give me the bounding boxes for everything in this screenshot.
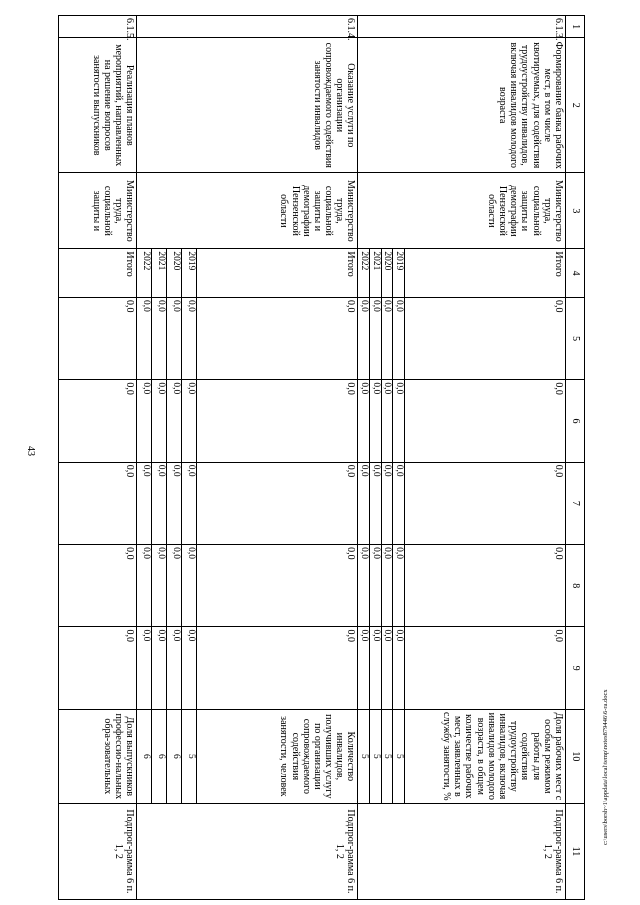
indicator-value: 5 — [182, 709, 197, 803]
year: 2019 — [393, 249, 405, 298]
column-number: 4 — [566, 249, 585, 298]
year: 2022 — [358, 249, 370, 298]
column-number: 6 — [566, 380, 585, 462]
total-label: Итого — [59, 249, 137, 298]
measure-total-row — [197, 16, 358, 900]
measure-executor: Министерство труда, социальной защиты и демографии Пензенской области — [358, 173, 566, 249]
column-number: 8 — [566, 545, 585, 627]
column-number: 7 — [566, 462, 585, 544]
measure-name: Формирование банка рабочих мест, в том числе квотируемых, для содействия трудоустройству инвалидов, включая инвалидов молодого возраста — [358, 38, 566, 173]
year-value: 0,0 — [137, 545, 152, 627]
column-number: 11 — [566, 803, 585, 899]
year-value: 0,0 — [358, 627, 370, 709]
column-number: 10 — [566, 709, 585, 803]
year-value: 0,0 — [152, 380, 167, 462]
year-value: 0,0 — [167, 380, 182, 462]
year-value: 0,0 — [152, 462, 167, 544]
year-value: 0,0 — [182, 380, 197, 462]
year-value: 0,0 — [370, 545, 382, 627]
total-value: 0,0 — [405, 380, 566, 462]
indicator-value: 5 — [370, 709, 382, 803]
year: 2020 — [167, 249, 182, 298]
year-value: 0,0 — [358, 462, 370, 544]
year-value: 0,0 — [381, 462, 393, 544]
year-value: 0,0 — [137, 297, 152, 379]
program-reference: Подпрог-рамма 6 п. 1, 2 — [137, 803, 358, 899]
measure-code: 6.1.4. — [137, 16, 358, 38]
column-number: 2 — [566, 38, 585, 173]
total-value: 0,0 — [59, 545, 137, 627]
total-value: 0,0 — [59, 297, 137, 379]
page-number: 43 — [25, 446, 36, 456]
year-value: 0,0 — [358, 545, 370, 627]
year-value: 0,0 — [370, 297, 382, 379]
year-value: 0,0 — [137, 462, 152, 544]
total-value: 0,0 — [59, 380, 137, 462]
year-value: 0,0 — [381, 545, 393, 627]
measure-executor: Министерство труда, социальной защиты и демографии Пензенской области — [137, 173, 358, 249]
indicator-name: Количество инвалидов, получивших услугу по организации сопровождаемого содействия занятости, человек — [197, 709, 358, 803]
year-value: 0,0 — [182, 627, 197, 709]
year-value: 0,0 — [152, 297, 167, 379]
total-value: 0,0 — [405, 545, 566, 627]
total-value: 0,0 — [59, 627, 137, 709]
total-label: Итого — [197, 249, 358, 298]
column-number: 3 — [566, 173, 585, 249]
year-value: 0,0 — [393, 462, 405, 544]
year-value: 0,0 — [167, 627, 182, 709]
total-value: 0,0 — [405, 462, 566, 544]
indicator-name: Доля рабочих мест с особым режимом работы для содействия трудоустройству инвалидов, включая инвалидов молодого возраста, в общем количестве рабочих мест, заявленных в службу занятости, % — [405, 709, 566, 803]
indicator-value: 5 — [381, 709, 393, 803]
measure-name: Оказание услуги по организации сопровождаемого содействия занятости инвалидов — [137, 38, 358, 173]
total-value: 0,0 — [197, 380, 358, 462]
column-number: 9 — [566, 627, 585, 709]
column-number: 1 — [566, 16, 585, 38]
year-value: 0,0 — [393, 297, 405, 379]
indicator-value: 6 — [167, 709, 182, 803]
program-reference: Подпрог-рамма 6 п. 1, 2 — [358, 803, 566, 899]
year-value: 0,0 — [358, 380, 370, 462]
total-value: 0,0 — [197, 627, 358, 709]
measure-code: 6.1.5. — [59, 16, 137, 38]
year-value: 0,0 — [137, 380, 152, 462]
measure-code: 6.1.3. — [358, 16, 566, 38]
total-value: 0,0 — [405, 297, 566, 379]
year: 2021 — [370, 249, 382, 298]
year-value: 0,0 — [152, 627, 167, 709]
program-measures-table — [59, 15, 586, 900]
total-label: Итого — [405, 249, 566, 298]
year-value: 0,0 — [137, 627, 152, 709]
year-value: 0,0 — [370, 380, 382, 462]
footer-file-path: c:\users\borsh~1\appdata\local\temp\notes879446\6-ra.docx — [602, 689, 609, 845]
total-value: 0,0 — [197, 462, 358, 544]
measure-name: Реализация планов мероприятий, направленных на решение вопросов занятости выпускников — [59, 38, 137, 173]
measure-total-row — [59, 16, 137, 900]
year: 2021 — [152, 249, 167, 298]
program-reference: Подпрог-рамма 6 п. 1, 2 — [59, 803, 137, 899]
year-value: 0,0 — [381, 380, 393, 462]
rotated-landscape-page — [72, 15, 585, 900]
indicator-name: Доля выпускников профессио-нальных обра-зовательных — [59, 709, 137, 803]
total-value: 0,0 — [59, 462, 137, 544]
total-value: 0,0 — [405, 627, 566, 709]
year: 2022 — [137, 249, 152, 298]
year-value: 0,0 — [393, 545, 405, 627]
year-value: 0,0 — [167, 462, 182, 544]
indicator-value: 5 — [358, 709, 370, 803]
year-value: 0,0 — [393, 380, 405, 462]
indicator-value: 5 — [393, 709, 405, 803]
total-value: 0,0 — [197, 545, 358, 627]
indicator-value: 6 — [137, 709, 152, 803]
year-value: 0,0 — [152, 545, 167, 627]
column-number: 5 — [566, 297, 585, 379]
year-value: 0,0 — [393, 627, 405, 709]
column-number-row — [566, 16, 585, 900]
year-value: 0,0 — [167, 545, 182, 627]
year-value: 0,0 — [167, 297, 182, 379]
year-value: 0,0 — [381, 297, 393, 379]
year: 2019 — [182, 249, 197, 298]
year-value: 0,0 — [182, 297, 197, 379]
measure-executor: Министерство труда, социальной защиты и — [59, 173, 137, 249]
year-value: 0,0 — [358, 297, 370, 379]
year-value: 0,0 — [370, 462, 382, 544]
year: 2020 — [381, 249, 393, 298]
year-value: 0,0 — [182, 462, 197, 544]
indicator-value: 6 — [152, 709, 167, 803]
year-value: 0,0 — [381, 627, 393, 709]
year-value: 0,0 — [370, 627, 382, 709]
total-value: 0,0 — [197, 297, 358, 379]
year-value: 0,0 — [182, 545, 197, 627]
measure-total-row — [405, 16, 566, 900]
